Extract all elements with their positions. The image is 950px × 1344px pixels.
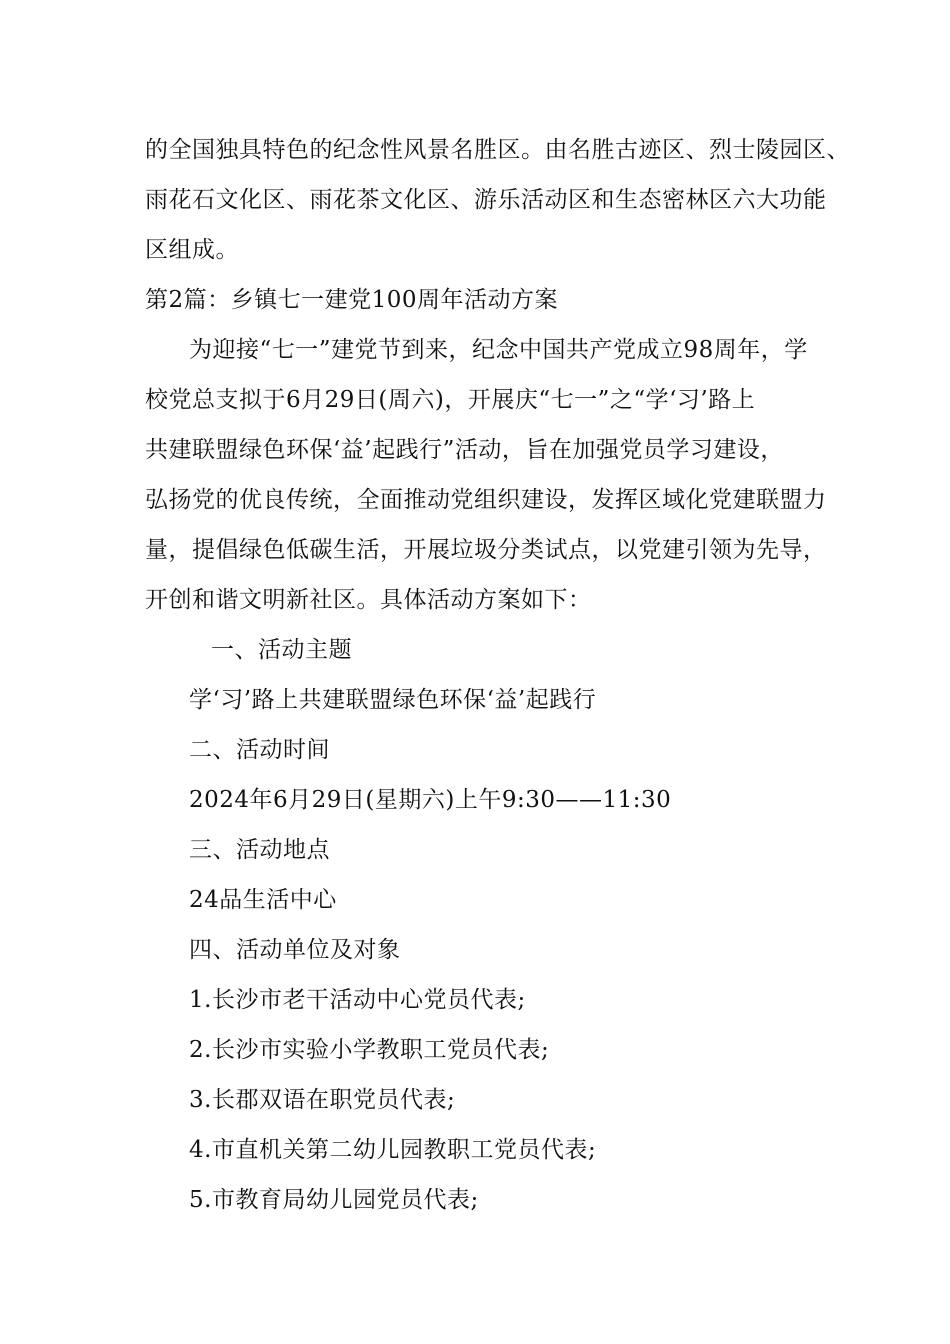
participant-item: 4.市直机关第二幼儿园教职工党员代表; (189, 1137, 597, 1163)
paragraph-line: 弘扬党的优良传统，全面推动党组织建设，发挥区域化党建联盟力 (145, 487, 827, 513)
intro-line: 的全国独具特色的纪念性风景名胜区。由名胜古迹区、烈士陵园区、 (145, 137, 850, 163)
intro-line: 区组成。 (145, 237, 239, 263)
heading-activity-time: 二、活动时间 (189, 737, 330, 763)
activity-time: 2024年6月29日(星期六)上午9:30——11:30 (189, 787, 672, 813)
activity-theme: 学‘习’路上共建联盟绿色环保‘益’起践行 (189, 687, 597, 713)
participant-item: 5.市教育局幼儿园党员代表; (189, 1187, 479, 1213)
heading-activity-location: 三、活动地点 (189, 837, 330, 863)
paragraph-line: 共建联盟绿色环保‘益’起践行”活动，旨在加强党员学习建设， (145, 437, 784, 463)
paragraph-line: 校党总支拟于6月29日(周六)，开展庆“七一”之“学‘习’路上 (145, 387, 756, 413)
section-title: 第2篇：乡镇七一建党100周年活动方案 (145, 287, 559, 313)
paragraph-line: 开创和谐文明新社区。具体活动方案如下： (145, 587, 592, 613)
paragraph-line: 为迎接“七一”建党节到来，纪念中国共产党成立98周年，学 (189, 337, 808, 363)
heading-activity-theme: 一、活动主题 (211, 637, 352, 663)
participant-item: 2.长沙市实验小学教职工党员代表; (189, 1037, 550, 1063)
activity-location: 24品生活中心 (189, 887, 337, 913)
heading-participants: 四、活动单位及对象 (189, 937, 401, 963)
participant-item: 1.长沙市老干活动中心党员代表; (189, 987, 526, 1013)
paragraph-line: 量，提倡绿色低碳生活，开展垃圾分类试点，以党建引领为先导， (145, 537, 827, 563)
intro-line: 雨花石文化区、雨花茶文化区、游乐活动区和生态密林区六大功能 (145, 187, 827, 213)
participant-item: 3.长郡双语在职党员代表; (189, 1087, 456, 1113)
